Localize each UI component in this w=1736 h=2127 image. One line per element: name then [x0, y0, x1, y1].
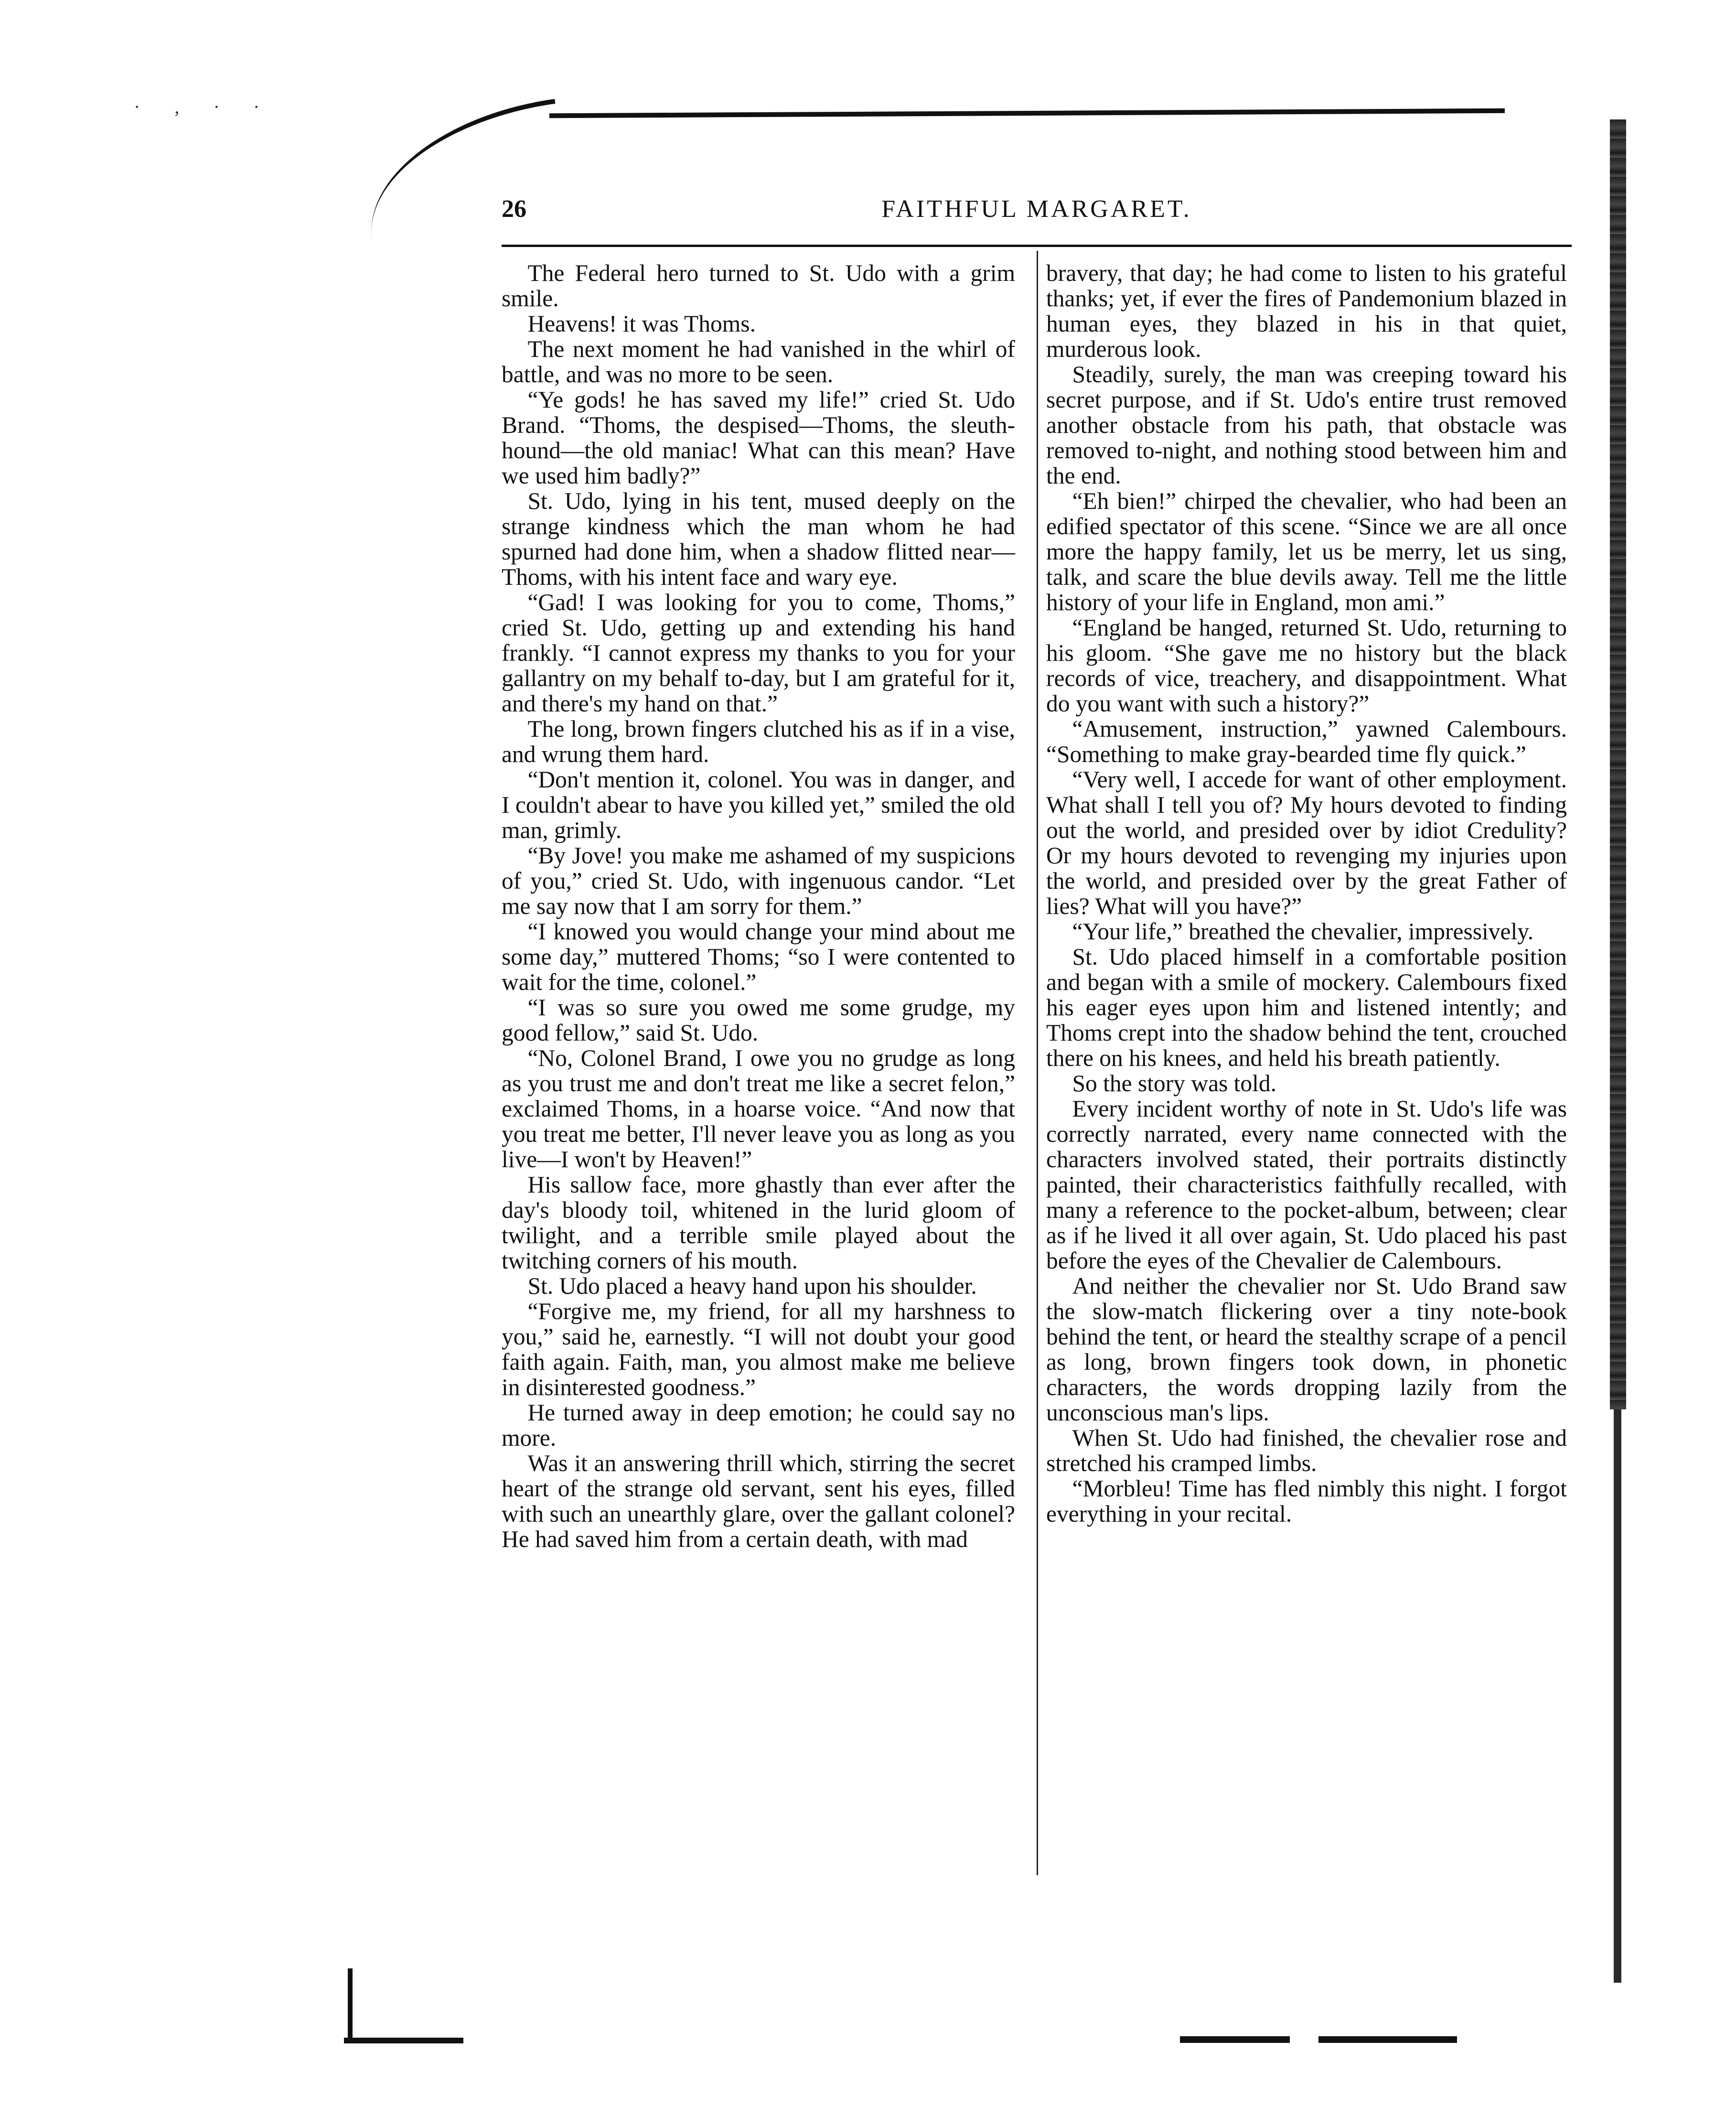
scan-bottom-mark-right-a [1180, 2036, 1290, 2043]
paragraph: “By Jove! you make me ashamed of my suspicions of you,” cried St. Udo, with ingenuous candor. “Let me say now that I am sorry for them.” [502, 842, 1015, 919]
scan-bottom-mark-left [344, 2038, 463, 2043]
paragraph: St. Udo placed a heavy hand upon his shoulder. [527, 1273, 977, 1299]
paragraph: “Forgive me, my friend, for all my harshness to you,” said he, earnestly. “I will not doubt your good faith again. Faith, man, you almost make me believe in disinterested goodness.” [502, 1298, 1015, 1400]
paragraph: “Amusement, instruction,” yawned Calembours. “Something to make gray-bearded time fly quick.” [1046, 716, 1567, 767]
paragraph: “Gad! I was looking for you to come, Thoms,” cried St. Udo, getting up and extending his hand frankly. “I cannot express my thanks to you for your gallantry on my behalf to-day, but I am grateful for it, and there's my hand on that.” [502, 589, 1015, 717]
scan-binding-edge-lower [1614, 1409, 1621, 1983]
paragraph: “Eh bien!” chirped the chevalier, who had been an edified spectator of this scene. “Since we are all once more the happy family, let us be merry, let us sing, talk, and scare the blue devils away. Tell me the little history of your life in England, mon ami.” [1046, 488, 1567, 615]
header-rule [502, 245, 1572, 247]
paragraph: The Federal hero turned to St. Udo with a grim smile. [502, 260, 1015, 312]
scan-bottom-mark-right-b [1318, 2036, 1457, 2043]
scan-corner-mark [348, 1968, 353, 2040]
paragraph: St. Udo, lying in his tent, mused deeply on the strange kindness which the man whom he had spurned had done him, when a shadow flitted near—Thoms, with his intent face and wary eye. [502, 488, 1015, 590]
paragraph: Heavens! it was Thoms. [527, 311, 756, 337]
paragraph: The long, brown fingers clutched his as if in a vise, and wrung them hard. [502, 716, 1015, 767]
paragraph: “No, Colonel Brand, I owe you no grudge as long as you trust me and don't treat me like a secret felon,” exclaimed Thoms, in a hoarse voice. “And now that you treat me better, I'll never leave you as long as you live—I won't by Heaven!” [502, 1045, 1015, 1172]
paragraph: “I knowed you would change your mind about me some day,” muttered Thoms; “so I were contented to wait for the time, colonel.” [502, 918, 1015, 995]
paragraph: St. Udo placed himself in a comfortable position and began with a smile of mockery. Calembours fixed his eager eyes upon him and listened intently; and Thoms crept into the shadow behind the tent, crouched there on his knees, and held his breath patiently. [1046, 944, 1567, 1071]
scan-edge-top [549, 108, 1505, 118]
running-title: FAITHFUL MARGARET. [881, 195, 1192, 223]
paragraph-continued: bravery, that day; he had come to listen to his grateful thanks; yet, if ever the fires of Pandemonium blazed in human eyes, they blazed in his in that quiet, murderous look. [1046, 260, 1567, 362]
paragraph: His sallow face, more ghastly than ever after the day's bloody toil, whitened in the lurid gloom of twilight, and a terrible smile played about the twitching corners of his mouth. [502, 1171, 1015, 1274]
paragraph: “Ye gods! he has saved my life!” cried St. Udo Brand. “Thoms, the despised—Thoms, the sleuth-hound—the old maniac! What can this mean? Have we used him badly?” [502, 387, 1015, 489]
paragraph: The next moment he had vanished in the whirl of battle, and was no more to be seen. [502, 336, 1015, 387]
paragraph: Was it an answering thrill which, stirring the secret heart of the strange old servant, sent his eyes, filled with such an unearthly glare, over the gallant colonel? He had saved him from a certain death, with mad [502, 1450, 1015, 1552]
page-number: 26 [502, 195, 526, 223]
paragraph: “Don't mention it, colonel. You was in danger, and I couldn't abear to have you killed yet,” smiled the old man, grimly. [502, 766, 1015, 843]
paragraph: So the story was told. [1072, 1070, 1277, 1096]
scan-specks: · ‚ · · [134, 96, 274, 118]
scan-binding-edge [1610, 119, 1626, 1409]
paragraph: “Morbleu! Time has fled nimbly this night. I forgot everything in your recital. [1046, 1475, 1567, 1527]
column-divider [1037, 251, 1038, 1875]
text-column-right [1046, 260, 1567, 1526]
paragraph: Every incident worthy of note in St. Udo's life was correctly narrated, every name connected with the characters involved stated, their portraits distinctly painted, their characteristics faithfully recalled, with many a reference to the pocket-album, between; clear as if he lived it all over again, St. Udo placed his past before the eyes of the Chevalier de Calembours. [1046, 1096, 1567, 1274]
paragraph: “Very well, I accede for want of other employment. What shall I tell you of? My hours devoted to finding out the world, and presided over by idiot Credulity? Or my hours devoted to revenging my injuries upon the world, and presided over by the great Father of lies? What will you have?” [1046, 766, 1567, 919]
paragraph: When St. Udo had finished, the chevalier rose and stretched his cramped limbs. [1046, 1425, 1567, 1476]
paragraph: He turned away in deep emotion; he could say no more. [502, 1399, 1015, 1451]
page-header [502, 195, 1572, 238]
paragraph: “Your life,” breathed the chevalier, impressively. [1072, 918, 1534, 945]
text-column-left [502, 260, 1015, 1552]
paragraph: Steadily, surely, the man was creeping toward his secret purpose, and if St. Udo's entire trust removed another obstacle from his path, that obstacle was removed to-night, and nothing stood between him and the end. [1046, 361, 1567, 489]
paragraph: “England be hanged, returned St. Udo, returning to his gloom. “She gave me no history but the black records of vice, treachery, and disappointment. What do you want with such a history?” [1046, 614, 1567, 717]
paragraph: “I was so sure you owed me some grudge, my good fellow,” said St. Udo. [502, 994, 1015, 1046]
paragraph: And neither the chevalier nor St. Udo Brand saw the slow-match flickering over a tiny note-book behind the tent, or heard the stealthy scrape of a pencil as long, brown fingers took down, in phonetic characters, the words dropping lazily from the unconscious man's lips. [1046, 1273, 1567, 1426]
